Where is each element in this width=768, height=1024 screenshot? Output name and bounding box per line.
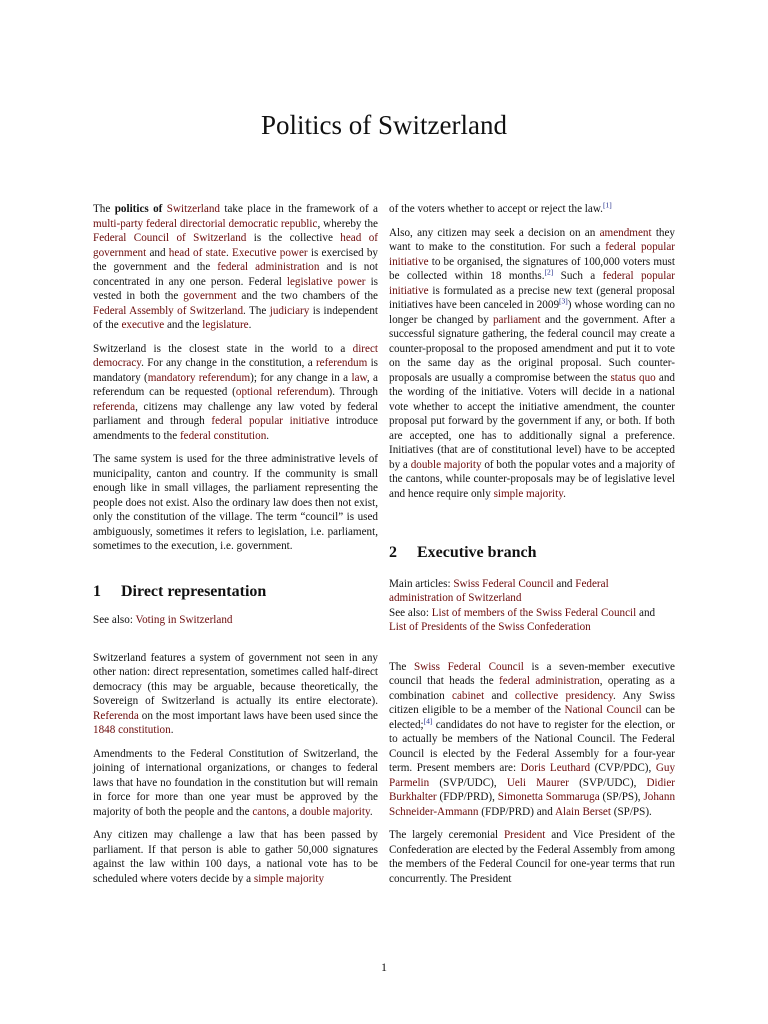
link-parliament[interactable]: parliament <box>492 313 541 326</box>
link-amendment[interactable]: amendment <box>599 226 652 239</box>
main-articles-note <box>389 577 675 635</box>
text: is vested in both the <box>93 275 378 302</box>
direct-democracy-paragraph <box>93 342 378 444</box>
link-national-council[interactable]: National Council <box>564 704 642 716</box>
link-executive[interactable]: executive <box>121 319 165 331</box>
link-federal-assembly[interactable]: Federal Assembly of Switzerland <box>93 304 244 317</box>
text: to be organised, the signatures of 100,000 voters must be collected within 18 months. <box>389 255 675 282</box>
text: is a seven-member executive council that heads the <box>389 660 676 687</box>
text: (FDP/PRD) and <box>478 805 555 818</box>
text: (SVP/UDC), <box>568 776 647 789</box>
text: of both the popular votes and a majority of the cantons, while counter-proposals may be of legislative level and hence require only <box>389 458 676 500</box>
text: See also: <box>389 606 432 619</box>
citation <box>559 296 568 305</box>
link-federal-popular-initiative[interactable]: federal popular initiative <box>389 241 675 268</box>
citation-link[interactable]: [4] <box>423 715 433 725</box>
section-title: Executive branch <box>417 544 537 561</box>
link-double-majority[interactable]: double majority <box>410 458 482 471</box>
text: (SP/PS), <box>599 791 644 803</box>
admin-levels-paragraph: The same system is used for the three administrative levels of municipality, canton and country. If the community is small enough like in small villages, the parliament representing the people does not exist. Also the ordinary law does then not exist, only the constitution of the village. The term “council” is used ambiguously, sometimes it refers to legislation, i.e. parliament, sometimes to the execution, i.e. government. <box>93 453 378 552</box>
citation <box>603 200 612 209</box>
link-direct-democracy[interactable]: direct democracy <box>93 342 378 369</box>
link-didier-burkhalter[interactable]: Didier Burkhalter <box>389 776 675 803</box>
text: and the two chambers of the <box>236 290 378 302</box>
amendments-paragraph <box>93 747 378 820</box>
link-government[interactable]: government <box>183 290 237 302</box>
text: Switzerland features a system of government not seen in any other nation: direct representation, sometimes called half-direct democracy (this may be arguable, because theoretically, the Sovereign of Switzerland is actually its entire electorate). <box>93 651 378 707</box>
link-federal-constitution[interactable]: federal constitution <box>179 429 267 442</box>
citation-link[interactable]: [2] <box>544 267 554 277</box>
link-mandatory-referendum[interactable]: mandatory referendum <box>147 371 251 384</box>
text: and the government. After a successful signature gathering, the federal council may create a counter-proposal to the proposed amendment and put it to vote on the same day as the original proposal. Such counter-proposals are usually a compromise between the <box>389 313 676 384</box>
link-head-of-state[interactable]: head of state <box>168 246 226 259</box>
text: The <box>93 203 115 215</box>
text: . <box>563 487 566 500</box>
direct-representation-paragraph <box>93 651 378 738</box>
text: of the voters whether to accept or reject the law. <box>389 203 603 215</box>
text: and <box>553 577 576 590</box>
link-referendum[interactable]: referendum <box>315 357 368 369</box>
text: can be elected; <box>389 704 675 731</box>
text: See also: <box>93 614 136 626</box>
section-heading-direct-representation <box>93 582 378 600</box>
intro-paragraph <box>93 202 378 333</box>
link-optional-referendum[interactable]: optional referendum <box>235 386 329 398</box>
text: , a <box>286 805 300 818</box>
section-heading-executive-branch <box>389 546 675 561</box>
text: (FDP/PRD), <box>436 791 498 803</box>
link-federal-administration[interactable]: Federal administration of Switzerland <box>389 577 609 604</box>
text: and Vice President of the Confederation are elected by the Federal Assembly from among the members of the Federal Council for one-year terms that run concurrently. The President <box>389 829 675 885</box>
link-switzerland[interactable]: Switzerland <box>166 203 220 215</box>
text: , a referendum can be requested ( <box>93 371 378 398</box>
text: . <box>248 319 252 331</box>
link-swiss-federal-council[interactable]: Swiss Federal Council <box>413 660 524 673</box>
link-list-of-members[interactable]: List of members of the Swiss Federal Council <box>431 606 637 619</box>
text: (SVP/UDC), <box>429 776 507 789</box>
text: is exercised by the government and the <box>93 246 378 273</box>
text: and <box>484 689 515 702</box>
text: Also, any citizen may seek a decision on an <box>389 226 600 239</box>
page-title: Politics of Switzerland <box>261 110 507 140</box>
text: , whereby the <box>317 217 378 230</box>
citation-link[interactable]: [3] <box>559 296 568 306</box>
text: Such a <box>553 270 603 282</box>
link-federal-popular-initiative[interactable]: federal popular initiative <box>211 415 330 427</box>
text: candidates do not have to register for the election, or to actually be members of the National Council. The Federal Council is elected by the Federal Assembly for a four-year term. Present members are: <box>389 718 675 774</box>
section-title: Direct representation <box>121 582 267 600</box>
link-executive-power[interactable]: Executive power <box>232 246 308 259</box>
text: is mandatory ( <box>93 357 378 384</box>
continued-paragraph <box>389 202 675 217</box>
text: The <box>389 660 414 673</box>
bold-term: politics of <box>114 203 167 215</box>
link-list-of-presidents[interactable]: List of Presidents of the Swiss Confederation <box>389 621 591 633</box>
section-number: 1 <box>93 582 101 600</box>
link-simonetta-sommaruga[interactable]: Simonetta Sommaruga <box>497 791 600 803</box>
text: . Any Swiss citizen eligible to be a member of the <box>389 689 675 716</box>
link-voting-in-switzerland[interactable]: Voting in Switzerland <box>135 614 233 626</box>
text: on the most important laws have been used since the <box>138 709 378 722</box>
link-double-majority[interactable]: double majority <box>299 805 370 818</box>
text: is the collective <box>246 232 341 244</box>
section-number: 2 <box>389 544 397 561</box>
federal-council-paragraph <box>389 660 675 820</box>
link-federal-council[interactable]: Federal Council of Switzerland <box>93 232 247 244</box>
text: and the wording of the initiative. Voters will decide in a national vote whether to accept the initiative amendment, the counter proposal put forward by the government if any, or both. If both are accepted, one has to additionally signal a preference. Initiatives (that are of constitutional level) have to be accepted by a <box>389 371 675 471</box>
text: and <box>636 606 656 619</box>
link-simple-majority[interactable]: simple majority <box>493 487 564 500</box>
text: . The <box>243 304 270 317</box>
link-simple-majority[interactable]: simple majority <box>253 872 325 885</box>
link-federal-administration[interactable]: federal administration <box>499 675 600 687</box>
link-collective-presidency[interactable]: collective presidency <box>514 689 614 702</box>
link-cantons[interactable]: cantons <box>252 805 287 818</box>
left-column <box>93 202 378 895</box>
link-referenda[interactable]: Referenda <box>93 709 139 722</box>
initiative-paragraph <box>389 226 675 502</box>
right-column <box>389 202 675 895</box>
text: ) whose wording can no longer be changed by <box>389 299 675 326</box>
text: ). Through <box>328 386 379 398</box>
text: introduce amendments to the <box>93 415 379 442</box>
text: they want to make to the constitution. For such a <box>389 226 675 253</box>
link-status-quo[interactable]: status quo <box>610 371 656 384</box>
text: is independent of the <box>93 304 379 331</box>
text: Amendments to the Federal Constitution of Switzerland, the joining of international organizations, or changes to federal laws that have no foundation in the constitution but will remain in force for more than one year must be approved by the majority of both the people and the <box>93 747 378 818</box>
citation-link[interactable]: [1] <box>602 200 612 210</box>
text: . <box>225 246 233 259</box>
challenge-law-paragraph <box>93 828 378 886</box>
text: and <box>146 246 169 259</box>
link-legislative-power[interactable]: legislative power <box>286 275 366 288</box>
text: take place in the framework of a <box>219 203 378 215</box>
link-guy-parmelin[interactable]: Guy Parmelin <box>389 762 676 789</box>
text: ); for any change in a <box>250 371 352 384</box>
text: Any citizen may challenge a law that has been passed by parliament. If that person is able to gather 50,000 signatures against the law within 100 days, a national vote has to be scheduled where voters decide by a <box>93 829 378 885</box>
text: , operating as a combination <box>389 675 675 702</box>
link-referenda[interactable]: referenda <box>93 400 136 413</box>
text: (SP/PS). <box>610 805 652 818</box>
link-legislature[interactable]: legislature <box>202 319 249 331</box>
text: and the <box>164 319 203 331</box>
link-1848-constitution[interactable]: 1848 constitution <box>93 724 171 736</box>
text: . For any change in the constitution, a <box>141 357 316 369</box>
link-president[interactable]: President <box>503 829 546 841</box>
text: Main articles: <box>389 577 454 590</box>
text: (CVP/PDC), <box>590 762 656 774</box>
text: . <box>369 805 373 818</box>
link-johann-schneider-ammann[interactable]: Johann Schneider-Ammann <box>389 791 676 818</box>
text: The largely ceremonial <box>389 829 504 841</box>
citation <box>544 267 553 276</box>
link-swiss-federal-council[interactable]: Swiss Federal Council <box>453 577 554 590</box>
page-number: 1 <box>381 960 387 974</box>
text: . <box>170 724 174 736</box>
text: Switzerland is the closest state in the world to a <box>93 342 353 355</box>
president-paragraph <box>389 828 675 886</box>
link-cabinet[interactable]: cabinet <box>452 689 485 702</box>
link-alain-berset[interactable]: Alain Berset <box>554 805 611 818</box>
link-judiciary[interactable]: judiciary <box>269 304 310 317</box>
link-head-of-government[interactable]: head of government <box>93 232 378 259</box>
link-multi-party-republic[interactable]: multi-party federal directorial democratic republic <box>93 217 318 230</box>
text: is formulated as a precise new text (general proposal initiatives have been canceled in 2009 <box>389 284 675 311</box>
link-federal-popular-initiative[interactable]: federal popular initiative <box>389 270 675 297</box>
text: and is not concentrated in any one person. Federal <box>93 261 378 288</box>
link-law[interactable]: law <box>351 371 367 384</box>
link-federal-administration[interactable]: federal administration <box>217 261 320 273</box>
text: , citizens may challenge any law voted by federal parliament and through <box>93 400 378 427</box>
link-doris-leuthard[interactable]: Doris Leuthard <box>520 762 591 774</box>
text: . <box>266 429 270 442</box>
link-ueli-maurer[interactable]: Ueli Maurer <box>506 776 569 789</box>
see-also-note <box>93 613 378 628</box>
